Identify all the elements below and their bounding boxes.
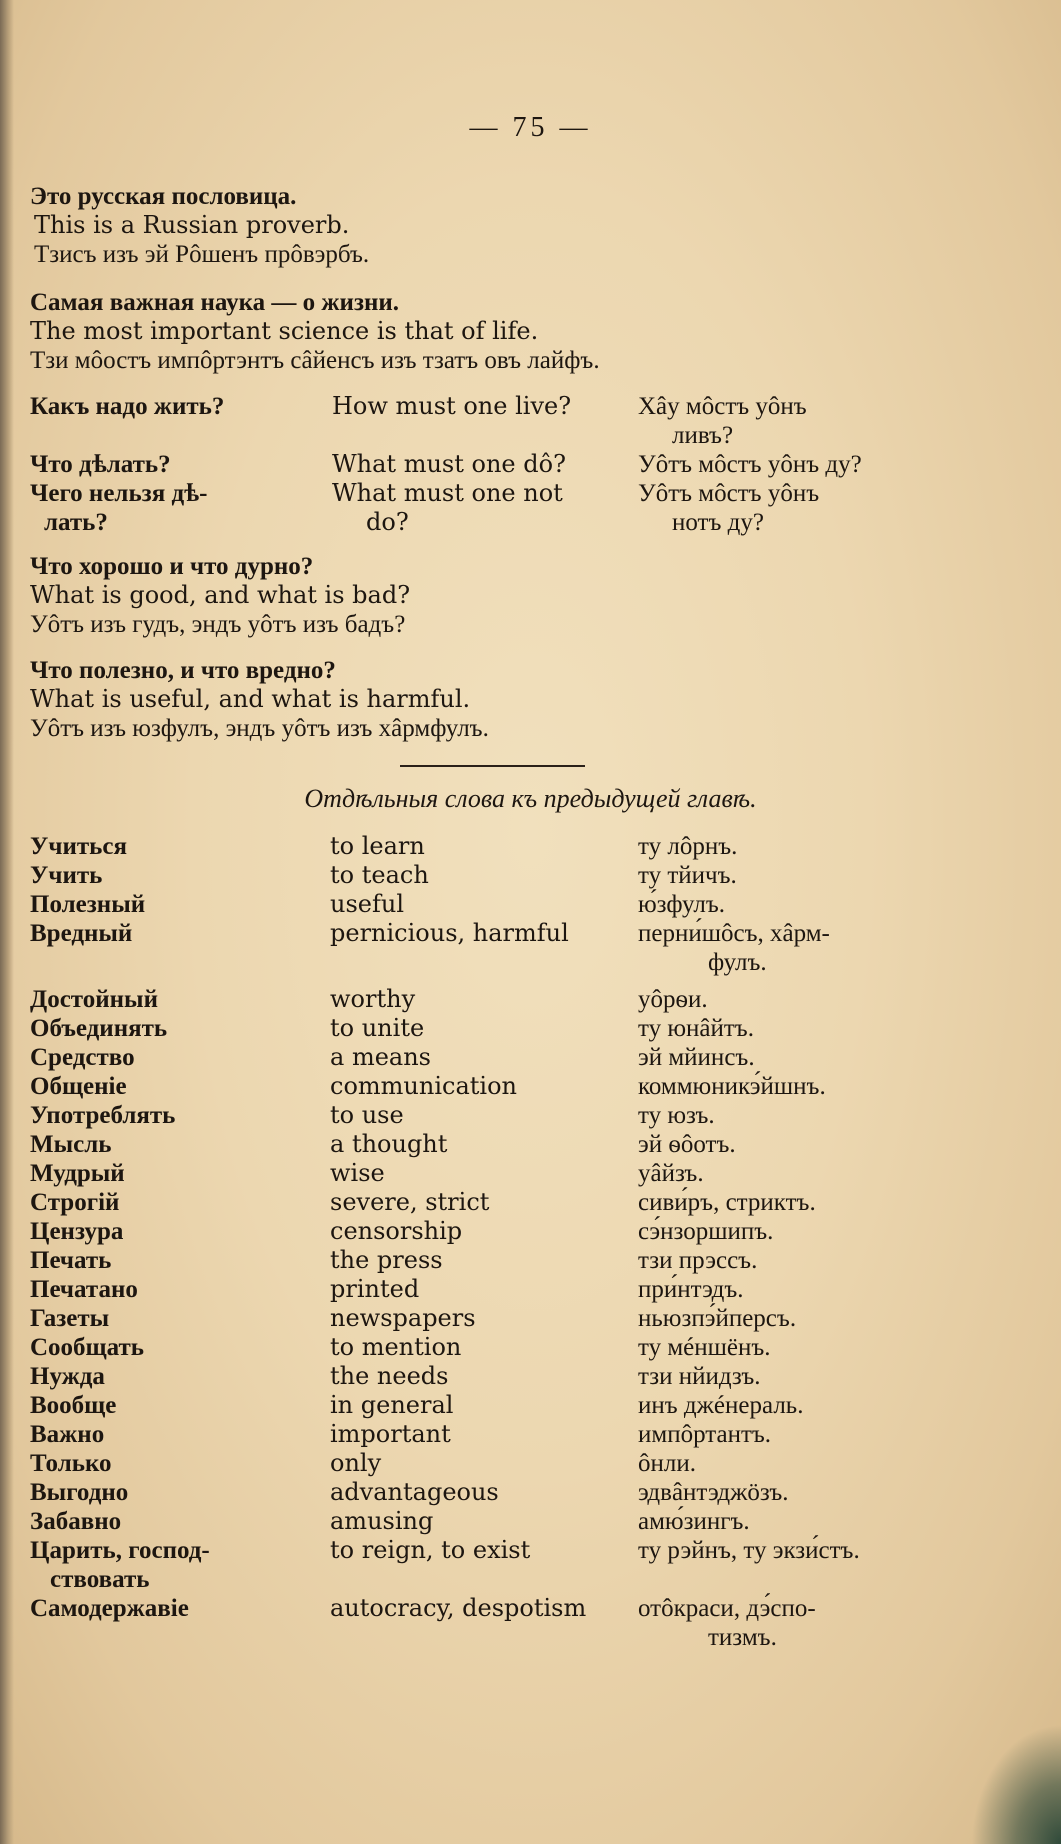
russian-word [30,1217,325,1246]
russian-word-text: Вообще [30,1392,117,1419]
vocabulary-row [30,1333,1030,1362]
english-word: in general [330,1391,454,1419]
transcription-text: эй мйинсъ. [638,1044,755,1071]
transcription-text: ту мéншёнъ. [638,1334,771,1361]
russian-line: Что хорошо и что дурно? [30,553,314,580]
page-number: — 75 — [469,112,592,143]
phrase-block [30,552,1030,639]
english-word: only [330,1449,382,1477]
russian-word [30,1507,325,1536]
transcription-text: ю́зфулъ. [638,891,726,918]
russian-word-text: Забавно [30,1508,122,1535]
russian-word [30,1072,325,1101]
russian-word [30,919,325,948]
russian-word-text: Мудрый [30,1160,125,1187]
vocabulary-row [30,1594,1030,1652]
russian-word [30,1362,325,1391]
transcription-text: импôртантъ. [638,1421,772,1448]
transcription [638,1159,948,1188]
russian-word-text: Употреблять [30,1102,176,1129]
russian-word-text: Вредный [30,920,133,947]
russian-word-text: Царить, господ- [30,1537,210,1564]
english-word: to use [330,1101,404,1129]
russian-line: Это русская пословица. [30,183,297,210]
transcription-text: при́нтэдъ. [638,1276,744,1303]
russian-word-text: Средство [30,1044,135,1071]
english-word: autocracy, despotism [330,1594,587,1622]
transcription-cell [638,479,948,537]
transcription [638,832,948,861]
transcription [638,1391,948,1420]
russian-word [30,1043,325,1072]
vocabulary-row [30,919,1030,977]
english-word: useful [330,890,404,918]
transcription-text: ту юзъ. [638,1102,715,1129]
english-word: advantageous [330,1478,499,1506]
vocabulary-row [30,1159,1030,1188]
russian-word [30,1304,325,1333]
transcription [638,1246,948,1275]
questions-table [30,392,1030,537]
english-word: important [330,1420,451,1448]
russian-word-text: Самодержавiе [30,1595,189,1622]
vocabulary-row [30,890,1030,919]
english-word: a thought [330,1130,448,1158]
transcription-line: Тзисъ изъ эй Рôшенъ прôвэрбъ. [34,241,370,268]
transcription-text: перни́шôсъ, хâрм- [638,920,830,947]
vocabulary-table [30,832,1030,1652]
russian-word [30,1246,325,1275]
transcription-text: тзи нйидзъ. [638,1363,761,1390]
transcription [638,1043,948,1072]
english-word: communication [330,1072,517,1100]
russian-cell: Какъ надо жить? [30,393,225,420]
russian-part: лать? [44,509,108,536]
transcription-text: уôрѳи. [638,986,708,1013]
transcription-text: тизмъ. [708,1624,777,1651]
vocabulary-row [30,1362,1030,1391]
russian-word [30,1449,325,1478]
transcription-part: ливъ? [672,422,734,449]
transcription-line: Уôтъ изъ юзфулъ, эндъ уôтъ изъ хâрмфулъ. [30,715,489,742]
russian-word-text: Достойный [30,986,158,1013]
phrase-block [30,182,1030,269]
transcription-text: отôкраси, дэ́спо- [638,1595,816,1622]
russian-word [30,1188,325,1217]
english-line: This is a Russian proverb. [34,211,350,239]
transcription [638,1333,948,1362]
transcription-text: ньюзпэ́йперсъ. [638,1305,797,1332]
transcription [638,985,948,1014]
russian-word [30,1420,325,1449]
russian-word-text: Выгодно [30,1479,129,1506]
english-cell: What must one dô? [332,450,566,478]
russian-word-text: Учиться [30,833,127,860]
vocabulary-row [30,1130,1030,1159]
russian-word [30,1130,325,1159]
english-word: censorship [330,1217,463,1245]
russian-word [30,1014,325,1043]
russian-part: Чего нельзя дѣ- [30,480,208,507]
vocabulary-row [30,1391,1030,1420]
transcription [638,1478,948,1507]
russian-word [30,1536,325,1594]
russian-word-text: Сообщать [30,1334,145,1361]
vocabulary-row [30,1072,1030,1101]
russian-line: Самая важная наука — о жизни. [30,289,400,316]
russian-word-text: Общенiе [30,1073,127,1100]
vocabulary-row [30,832,1030,861]
vocabulary-row [30,1101,1030,1130]
transcription-line: Тзи мôостъ импôртэнтъ сâйенсъ изъ тзатъ овъ лайфъ. [30,347,600,374]
english-word: printed [330,1275,420,1303]
russian-word [30,1101,325,1130]
russian-word [30,1391,325,1420]
russian-word-text: Газеты [30,1305,110,1332]
question-row [30,450,1030,479]
transcription-text: ôнли. [638,1450,696,1477]
english-line: What is useful, and what is harmful. [30,685,471,713]
transcription-text: уâйзъ. [638,1160,704,1187]
vocabulary-row [30,1246,1030,1275]
transcription [638,1101,948,1130]
russian-word-text: Полезный [30,891,146,918]
transcription [638,1275,948,1304]
transcription [638,1536,948,1565]
russian-word-text: Нужда [30,1363,105,1390]
english-cell: How must one live? [332,392,572,420]
transcription-text: коммюникэ́йшнъ. [638,1073,826,1100]
english-word: newspapers [330,1304,476,1332]
english-cell [332,479,652,537]
phrase-block [30,288,1030,375]
transcription-text: сэ́нзоршипъ. [638,1218,774,1245]
russian-word-text: Мысль [30,1131,112,1158]
vocabulary-row [30,1449,1030,1478]
vocabulary-row [30,985,1030,1014]
russian-cell [30,479,325,537]
transcription-text: ту юнâйтъ. [638,1015,754,1042]
english-word: worthy [330,985,416,1013]
transcription-part: нотъ ду? [672,509,764,536]
russian-word [30,1333,325,1362]
transcription [638,1362,948,1391]
russian-word-text: Цензура [30,1218,124,1245]
english-line: The most important science is that of life. [30,317,539,345]
english-part: What must one not [332,479,563,507]
russian-word-text: Строгiй [30,1189,120,1216]
transcription-text: сиви́ръ, стриктъ. [638,1189,816,1216]
russian-word-text: Печатано [30,1276,138,1303]
vocabulary-row [30,1304,1030,1333]
transcription [638,1420,948,1449]
vocabulary-row [30,1536,1030,1594]
vocabulary-row [30,1275,1030,1304]
english-word: to mention [330,1333,462,1361]
english-word: to unite [330,1014,425,1042]
russian-cell: Что дѣлать? [30,451,171,478]
transcription [638,1304,948,1333]
transcription-cell [638,392,948,450]
transcription-text: амю́зингъ. [638,1508,750,1535]
russian-word-text: Только [30,1450,112,1477]
vocabulary-row [30,1014,1030,1043]
transcription [638,1188,948,1217]
transcription [638,890,948,919]
russian-word [30,985,325,1014]
russian-word [30,890,325,919]
transcription [638,1072,948,1101]
english-part: do? [366,508,409,536]
transcription [638,919,948,977]
transcription-text: ту лôрнъ. [638,833,738,860]
russian-word-text: Учить [30,862,103,889]
english-word: amusing [330,1507,434,1535]
russian-word [30,1159,325,1188]
question-row [30,392,1030,450]
russian-word [30,832,325,861]
russian-word-text: ствовать [50,1566,150,1593]
vocabulary-row [30,861,1030,890]
question-row [30,479,1030,537]
russian-line: Что полезно, и что вредно? [30,657,336,684]
vocabulary-row [30,1478,1030,1507]
english-word: wise [330,1159,385,1187]
russian-word-text: Объединять [30,1015,168,1042]
russian-word-text: Важно [30,1421,105,1448]
transcription-text: ту рэйнъ, ту экзи́стъ. [638,1537,860,1564]
transcription-part: Хâу мôстъ уôнъ [638,393,807,420]
vocabulary-row [30,1420,1030,1449]
vocabulary-row [30,1043,1030,1072]
russian-word [30,1275,325,1304]
transcription-text: тзи прэссъ. [638,1247,758,1274]
transcription [638,1217,948,1246]
russian-word [30,861,325,890]
transcription [638,1449,948,1478]
vocabulary-row [30,1217,1030,1246]
transcription [638,1130,948,1159]
transcription-text: эдвâнтэджöзъ. [638,1479,789,1506]
russian-word [30,1478,325,1507]
english-word: pernicious, harmful [330,919,569,947]
english-line: What is good, and what is bad? [30,581,411,609]
transcription-text: ту тйичъ. [638,862,737,889]
transcription-text: эй ѳôотъ. [638,1131,736,1158]
transcription [638,861,948,890]
transcription [638,1507,948,1536]
russian-word [30,1594,325,1623]
english-word: the press [330,1246,443,1274]
section-title: Отдѣльныя слова къ предыдущей главѣ. [304,784,757,813]
english-word: severe, strict [330,1188,490,1216]
english-word: to teach [330,861,429,889]
phrase-block [30,656,1030,743]
transcription-text: инъ джéнераль. [638,1392,804,1419]
transcription-line: Уôтъ изъ гудъ, эндъ уôтъ изъ бадъ? [30,611,406,638]
transcription [638,1014,948,1043]
english-word: the needs [330,1362,449,1390]
transcription [638,1594,948,1652]
english-word: a means [330,1043,431,1071]
transcription-part: Уôтъ мôстъ уôнъ [638,480,820,507]
russian-word-text: Печать [30,1247,112,1274]
vocabulary-row [30,1507,1030,1536]
english-word: to reign, to exist [330,1536,531,1564]
section-divider [400,765,585,767]
vocabulary-row [30,1188,1030,1217]
transcription-text: фулъ. [708,949,767,976]
transcription-cell: Уôтъ мôстъ уôнъ ду? [638,451,862,478]
english-word: to learn [330,832,425,860]
